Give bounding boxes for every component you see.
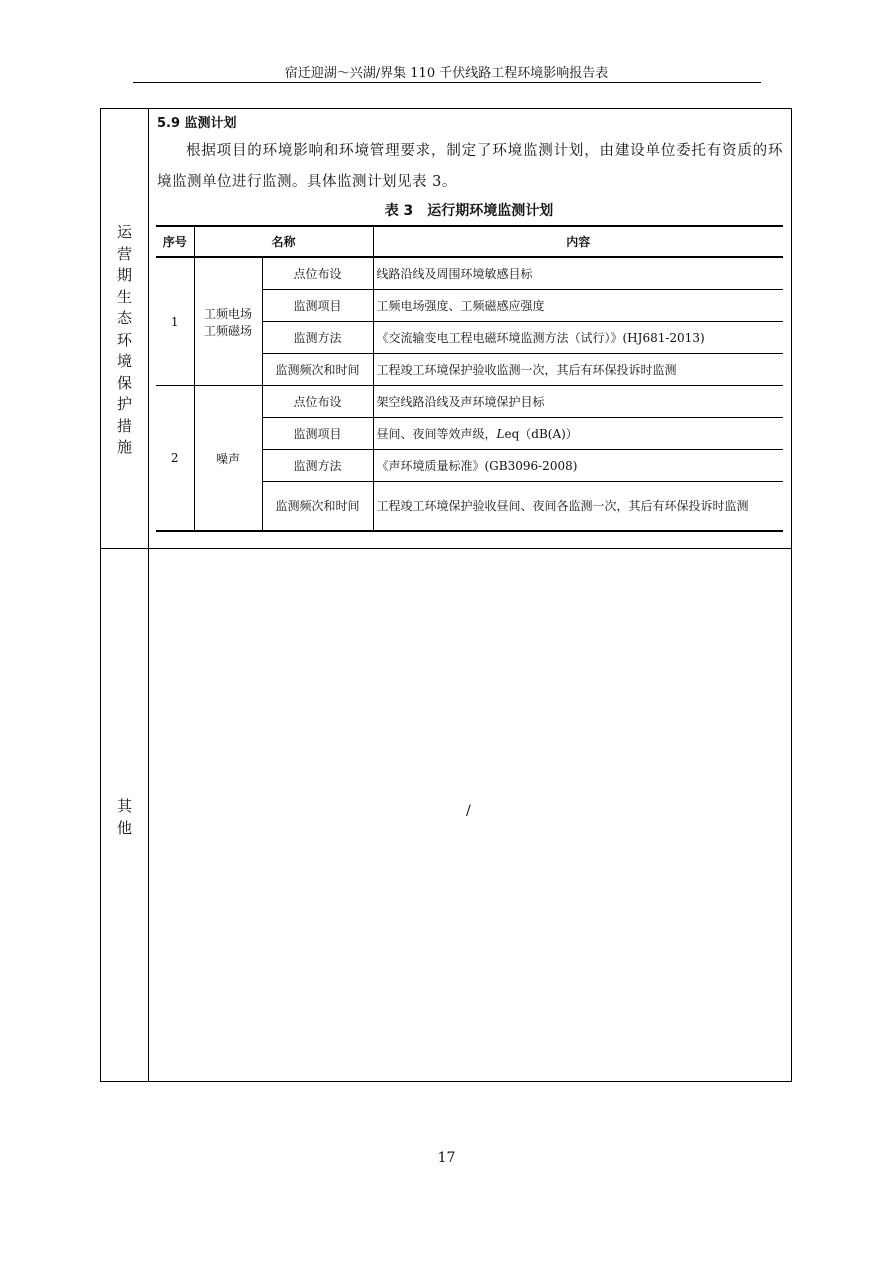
header-name: 名称 bbox=[194, 226, 373, 257]
row-content: 《声环境质量标准》(GB3096-2008) bbox=[373, 450, 783, 482]
section-divider bbox=[101, 548, 791, 549]
table-row bbox=[156, 257, 783, 290]
other-content: / bbox=[466, 803, 471, 819]
row-content: 《交流输变电工程电磁环境监测方法（试行）》(HJ681-2013) bbox=[373, 322, 783, 354]
section-paragraph: 根据项目的环境影响和环境管理要求，制定了环境监测计划，由建设单位委托有资质的环境监测单位进行监测。具体监测计划见表 3。 bbox=[157, 143, 783, 190]
row-number: 1 bbox=[156, 257, 194, 386]
row-item: 监测频次和时间 bbox=[262, 482, 373, 532]
row-category: 噪声 bbox=[194, 386, 262, 532]
page-header-title: 宿迁迎湖～兴湖/界集 110 千伏线路工程环境影响报告表 bbox=[284, 66, 609, 81]
row-content: 工程竣工环境保护验收昼间、夜间各监测一次，其后有环保投诉时监测 bbox=[373, 482, 783, 532]
table-caption: 表 3 运行期环境监测计划 bbox=[384, 203, 554, 219]
row-content: 工频电场强度、工频磁感应强度 bbox=[373, 290, 783, 322]
table-header-row bbox=[156, 226, 783, 257]
label-column-divider bbox=[148, 109, 149, 1081]
header-content: 内容 bbox=[373, 226, 783, 257]
row-item: 监测项目 bbox=[262, 418, 373, 450]
row-item: 监测频次和时间 bbox=[262, 354, 373, 386]
row-category: 工频电场 工频磁场 bbox=[194, 257, 262, 386]
row-content: 线路沿线及周围环境敏感目标 bbox=[373, 257, 783, 290]
row-number: 2 bbox=[156, 386, 194, 532]
monitoring-plan-table bbox=[156, 225, 783, 532]
page-number: 17 bbox=[437, 1150, 456, 1166]
section-heading: 5.9 监测计划 bbox=[157, 116, 237, 131]
section-label-operation-eco-measures: 运 营 期 生 态 环 境 保 护 措 施 bbox=[116, 223, 132, 456]
row-content: 架空线路沿线及声环境保护目标 bbox=[373, 386, 783, 418]
row-item: 监测方法 bbox=[262, 322, 373, 354]
row-item: 监测项目 bbox=[262, 290, 373, 322]
table-row bbox=[156, 386, 783, 418]
row-content: 工程竣工环境保护验收监测一次，其后有环保投诉时监测 bbox=[373, 354, 783, 386]
row-content: 昼间、夜间等效声级，Leq（dB(A)） bbox=[373, 418, 783, 450]
row-item: 点位布设 bbox=[262, 386, 373, 418]
header-no: 序号 bbox=[156, 226, 194, 257]
row-item: 监测方法 bbox=[262, 450, 373, 482]
row-item: 点位布设 bbox=[262, 257, 373, 290]
header-rule bbox=[133, 82, 761, 83]
section-label-other: 其 他 bbox=[116, 797, 132, 837]
